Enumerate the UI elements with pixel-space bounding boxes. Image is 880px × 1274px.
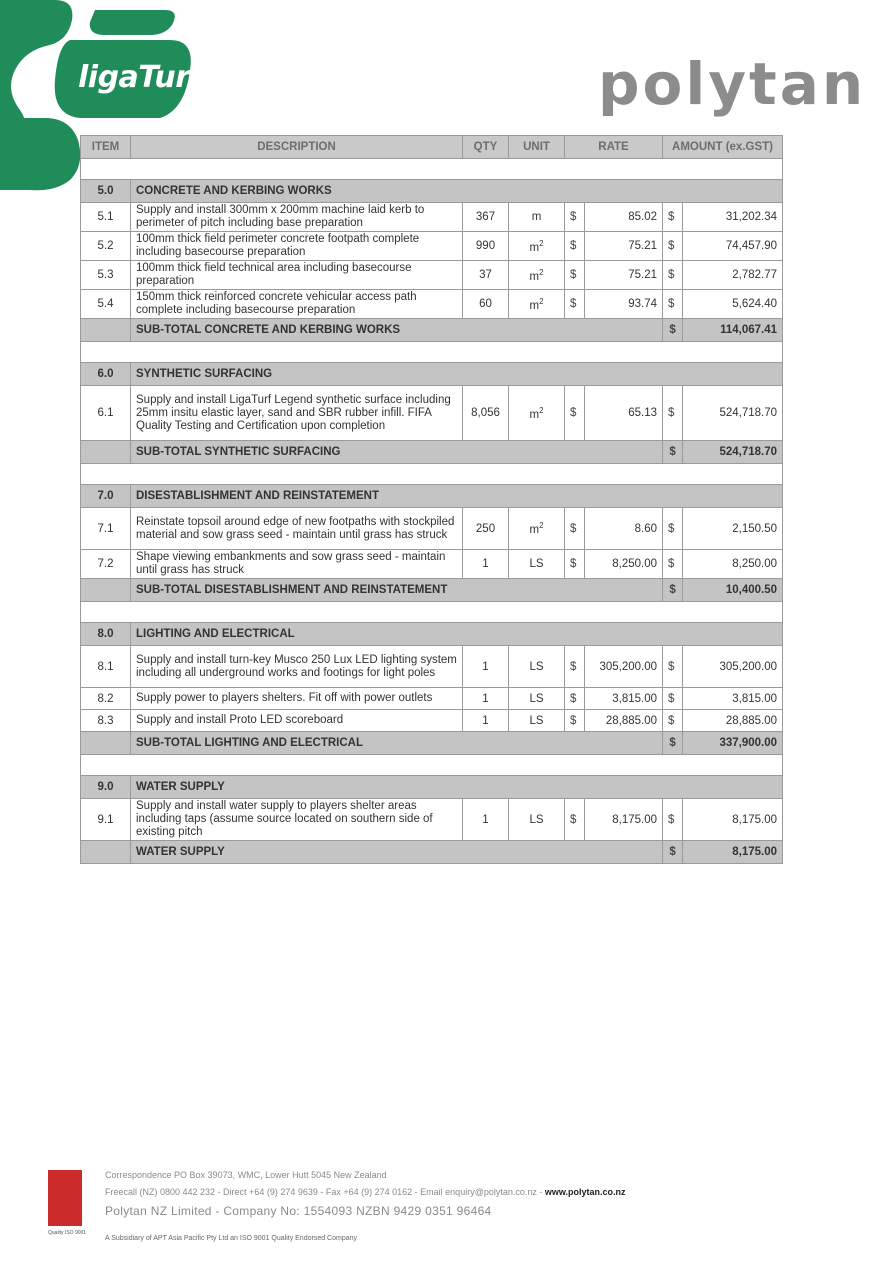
spacer-cell: [81, 755, 783, 776]
item-unit-superscript: 2: [539, 238, 544, 248]
item-description: 100mm thick field technical area including basecourse preparation: [131, 261, 463, 290]
section-title: LIGHTING AND ELECTRICAL: [131, 623, 783, 646]
line-item-row: [81, 386, 783, 441]
item-description: Supply and install Proto LED scoreboard: [131, 710, 463, 732]
section-title: SYNTHETIC SURFACING: [131, 363, 783, 386]
item-number: 5.4: [81, 290, 131, 319]
item-amount: 3,815.00: [683, 688, 783, 710]
rate-currency: $: [565, 710, 585, 732]
subtotal-row: [81, 579, 783, 602]
item-unit-superscript: 2: [539, 296, 544, 306]
subtotal-currency: $: [663, 732, 683, 755]
amount-currency: $: [663, 688, 683, 710]
amount-currency: $: [663, 232, 683, 261]
item-description: Reinstate topsoil around edge of new footpaths with stockpiled material and sow grass seed - maintain until grass has struck: [131, 508, 463, 550]
item-unit-text: m: [529, 523, 540, 536]
section-title: DISESTABLISHMENT AND REINSTATEMENT: [131, 485, 783, 508]
quality-mark-icon: [48, 1170, 82, 1226]
footer-contact-numbers: Freecall (NZ) 0800 442 232 - Direct +64 (9) 274 9639 - Fax +64 (9) 274 0162 - Email enquiry@polytan.co.nz -: [105, 1187, 545, 1197]
item-number: 8.1: [81, 646, 131, 688]
line-item-row: [81, 550, 783, 579]
item-unit: [509, 232, 565, 261]
spacer-row: [81, 342, 783, 363]
footer-contacts: [105, 1187, 626, 1197]
item-number: 7.2: [81, 550, 131, 579]
item-qty: 1: [463, 550, 509, 579]
subtotal-spacer: [81, 579, 131, 602]
item-rate: 85.02: [585, 203, 663, 232]
line-item-row: [81, 261, 783, 290]
section-header-row: [81, 485, 783, 508]
amount-currency: $: [663, 386, 683, 441]
subtotal-spacer: [81, 441, 131, 464]
item-rate: 8.60: [585, 508, 663, 550]
item-number: 6.1: [81, 386, 131, 441]
rate-currency: $: [565, 646, 585, 688]
rate-currency: $: [565, 799, 585, 841]
subtotal-amount: 524,718.70: [683, 441, 783, 464]
item-rate: 75.21: [585, 261, 663, 290]
item-unit: [509, 203, 565, 232]
section-title: CONCRETE AND KERBING WORKS: [131, 180, 783, 203]
item-unit: [509, 646, 565, 688]
item-unit: [509, 688, 565, 710]
item-unit-text: m: [529, 408, 540, 421]
item-unit-text: LS: [529, 813, 544, 826]
subtotal-label: SUB-TOTAL SYNTHETIC SURFACING: [131, 441, 663, 464]
rate-currency: $: [565, 550, 585, 579]
line-item-row: [81, 203, 783, 232]
item-description: Supply and install water supply to players shelter areas including taps (assume source located on southern side of existing pitch: [131, 799, 463, 841]
rate-currency: $: [565, 203, 585, 232]
amount-currency: $: [663, 203, 683, 232]
subtotal-row: [81, 441, 783, 464]
section-header-row: [81, 623, 783, 646]
item-amount: 5,624.40: [683, 290, 783, 319]
item-qty: 1: [463, 710, 509, 732]
amount-currency: $: [663, 710, 683, 732]
subtotal-spacer: [81, 841, 131, 864]
item-rate: 93.74: [585, 290, 663, 319]
item-amount: 305,200.00: [683, 646, 783, 688]
ligaturf-logo-text: ligaTurf: [78, 60, 203, 95]
footer-website-link[interactable]: www.polytan.co.nz: [544, 1187, 626, 1197]
item-amount: 28,885.00: [683, 710, 783, 732]
subtotal-currency: $: [663, 441, 683, 464]
subtotal-label: SUB-TOTAL LIGHTING AND ELECTRICAL: [131, 732, 663, 755]
line-item-row: [81, 799, 783, 841]
item-unit: [509, 386, 565, 441]
spacer-cell: [81, 159, 783, 180]
rate-currency: $: [565, 386, 585, 441]
subtotal-row: [81, 841, 783, 864]
line-item-row: [81, 508, 783, 550]
col-unit: UNIT: [509, 136, 565, 159]
rate-currency: $: [565, 232, 585, 261]
amount-currency: $: [663, 261, 683, 290]
section-number: 8.0: [81, 623, 131, 646]
item-unit-text: LS: [529, 692, 544, 705]
spacer-row: [81, 602, 783, 623]
header-row: [81, 136, 783, 159]
item-rate: 28,885.00: [585, 710, 663, 732]
amount-currency: $: [663, 799, 683, 841]
amount-currency: $: [663, 508, 683, 550]
item-unit: [509, 261, 565, 290]
item-rate: 305,200.00: [585, 646, 663, 688]
item-rate: 75.21: [585, 232, 663, 261]
subtotal-currency: $: [663, 579, 683, 602]
section-title: WATER SUPPLY: [131, 776, 783, 799]
item-number: 5.3: [81, 261, 131, 290]
subtotal-currency: $: [663, 319, 683, 342]
subtotal-spacer: [81, 732, 131, 755]
section-header-row: [81, 180, 783, 203]
item-qty: 367: [463, 203, 509, 232]
line-item-row: [81, 232, 783, 261]
item-unit-superscript: 2: [539, 521, 544, 531]
section-header-row: [81, 776, 783, 799]
item-unit: [509, 710, 565, 732]
item-description: Supply and install LigaTurf Legend synthetic surface including 25mm insitu elastic layer, sand and SBR rubber infill. FIFA Quality Testing and Certification upon completion: [131, 386, 463, 441]
subtotal-label: WATER SUPPLY: [131, 841, 663, 864]
item-qty: 1: [463, 799, 509, 841]
col-item: ITEM: [81, 136, 131, 159]
section-number: 5.0: [81, 180, 131, 203]
table-body: [81, 159, 783, 864]
subtotal-amount: 114,067.41: [683, 319, 783, 342]
item-unit-text: m: [529, 299, 540, 312]
subtotal-label: SUB-TOTAL CONCRETE AND KERBING WORKS: [131, 319, 663, 342]
bill-of-quantities-table: [80, 135, 783, 864]
line-item-row: [81, 290, 783, 319]
subtotal-label: SUB-TOTAL DISESTABLISHMENT AND REINSTATEMENT: [131, 579, 663, 602]
footer-address: Correspondence PO Box 39073, WMC, Lower Hutt 5045 New Zealand: [105, 1170, 387, 1180]
subtotal-currency: $: [663, 841, 683, 864]
item-qty: 1: [463, 688, 509, 710]
line-item-row: [81, 710, 783, 732]
amount-currency: $: [663, 550, 683, 579]
polytan-logo: polytan: [598, 50, 867, 118]
item-description: 150mm thick reinforced concrete vehicular access path complete including basecourse preparation: [131, 290, 463, 319]
item-rate: 8,175.00: [585, 799, 663, 841]
spacer-row: [81, 159, 783, 180]
col-amount: AMOUNT (ex.GST): [663, 136, 783, 159]
footer-subsidiary: A Subsidiary of APT Asia Pacific Pty Ltd an ISO 9001 Quality Endorsed Company: [105, 1235, 358, 1242]
section-number: 6.0: [81, 363, 131, 386]
item-description: Supply and install 300mm x 200mm machine laid kerb to perimeter of pitch including base preparation: [131, 203, 463, 232]
item-unit-text: m: [529, 270, 540, 283]
subtotal-row: [81, 319, 783, 342]
col-rate: RATE: [565, 136, 663, 159]
item-unit-text: LS: [529, 558, 544, 570]
item-qty: 60: [463, 290, 509, 319]
spacer-row: [81, 755, 783, 776]
item-number: 7.1: [81, 508, 131, 550]
item-number: 9.1: [81, 799, 131, 841]
item-unit-text: LS: [529, 660, 544, 673]
spacer-cell: [81, 342, 783, 363]
rate-currency: $: [565, 261, 585, 290]
section-number: 7.0: [81, 485, 131, 508]
section-header-row: [81, 363, 783, 386]
item-rate: 3,815.00: [585, 688, 663, 710]
item-amount: 74,457.90: [683, 232, 783, 261]
item-rate: 65.13: [585, 386, 663, 441]
subtotal-amount: 8,175.00: [683, 841, 783, 864]
quality-mark-label: Quality ISO 9001: [48, 1230, 87, 1236]
item-amount: 2,150.50: [683, 508, 783, 550]
item-unit: [509, 550, 565, 579]
item-qty: 8,056: [463, 386, 509, 441]
item-description: Supply power to players shelters. Fit off with power outlets: [131, 688, 463, 710]
item-unit-superscript: 2: [539, 405, 544, 415]
item-unit-superscript: 2: [539, 267, 544, 277]
subtotal-spacer: [81, 319, 131, 342]
col-description: DESCRIPTION: [131, 136, 463, 159]
item-number: 5.2: [81, 232, 131, 261]
subtotal-row: [81, 732, 783, 755]
spacer-cell: [81, 602, 783, 623]
line-item-row: [81, 688, 783, 710]
item-description: Supply and install turn-key Musco 250 Lux LED lighting system including all underground works and footings for light poles: [131, 646, 463, 688]
col-qty: QTY: [463, 136, 509, 159]
item-amount: 8,175.00: [683, 799, 783, 841]
amount-currency: $: [663, 646, 683, 688]
rate-currency: $: [565, 290, 585, 319]
section-number: 9.0: [81, 776, 131, 799]
item-unit: [509, 508, 565, 550]
item-unit: [509, 799, 565, 841]
spacer-row: [81, 464, 783, 485]
footer-company: Polytan NZ Limited - Company No: 1554093 NZBN 9429 0351 96464: [105, 1204, 492, 1218]
item-qty: 37: [463, 261, 509, 290]
item-amount: 2,782.77: [683, 261, 783, 290]
rate-currency: $: [565, 508, 585, 550]
item-unit-text: m: [529, 241, 540, 254]
line-item-row: [81, 646, 783, 688]
item-amount: 8,250.00: [683, 550, 783, 579]
item-amount: 524,718.70: [683, 386, 783, 441]
item-description: 100mm thick field perimeter concrete footpath complete including basecourse preparation: [131, 232, 463, 261]
item-amount: 31,202.34: [683, 203, 783, 232]
item-number: 8.2: [81, 688, 131, 710]
rate-currency: $: [565, 688, 585, 710]
item-rate: 8,250.00: [585, 550, 663, 579]
item-qty: 250: [463, 508, 509, 550]
subtotal-amount: 337,900.00: [683, 732, 783, 755]
item-number: 8.3: [81, 710, 131, 732]
subtotal-amount: 10,400.50: [683, 579, 783, 602]
item-unit-text: m: [531, 211, 542, 223]
item-unit: [509, 290, 565, 319]
item-qty: 1: [463, 646, 509, 688]
spacer-cell: [81, 464, 783, 485]
item-number: 5.1: [81, 203, 131, 232]
item-qty: 990: [463, 232, 509, 261]
item-description: Shape viewing embankments and sow grass seed - maintain until grass has struck: [131, 550, 463, 579]
amount-currency: $: [663, 290, 683, 319]
item-unit-text: LS: [529, 714, 544, 727]
